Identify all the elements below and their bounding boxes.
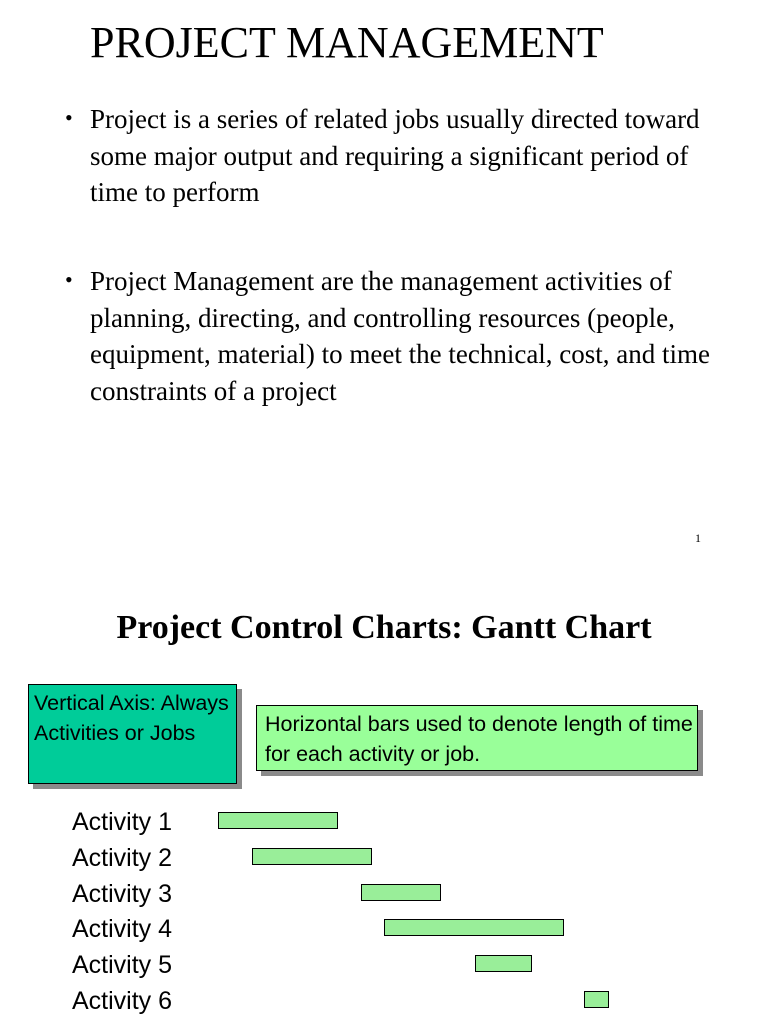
activity-bar	[218, 812, 338, 829]
vertical-axis-callout: Vertical Axis: Always Activities or Jobs	[28, 684, 237, 784]
slide-2	[0, 560, 768, 1024]
activity-label: Activity 3	[72, 879, 173, 908]
activity-bar	[475, 955, 532, 972]
slide-1-title: PROJECT MANAGEMENT	[90, 18, 604, 67]
activity-label: Activity 1	[72, 808, 173, 836]
activity-bar	[252, 848, 372, 865]
page-number: 1	[695, 531, 701, 545]
activity-label: Activity 5	[72, 951, 173, 980]
slide-2-title: Project Control Charts: Gantt Chart	[116, 609, 652, 646]
activity-label: Activity 4	[72, 915, 173, 944]
activity-bar	[361, 884, 441, 901]
horizontal-bars-callout: Horizontal bars used to denote length of time for each activity or job.	[256, 705, 698, 771]
bullet-text: Project Management are the management activities of planning, directing, and controlling resources (people, equipment, material) to meet the technical, cost, and time constraints of a project	[90, 266, 711, 406]
bullet-text: Project is a series of related jobs usually directed toward some major output and requiring a significant period of time to perform	[90, 104, 700, 207]
activity-bar	[384, 919, 564, 936]
activity-bar	[584, 991, 610, 1008]
bullet-marker: •	[65, 267, 73, 292]
activity-label: Activity 2	[72, 843, 173, 872]
activity-label: Activity 6	[72, 987, 173, 1015]
bullet-marker: •	[65, 105, 73, 130]
